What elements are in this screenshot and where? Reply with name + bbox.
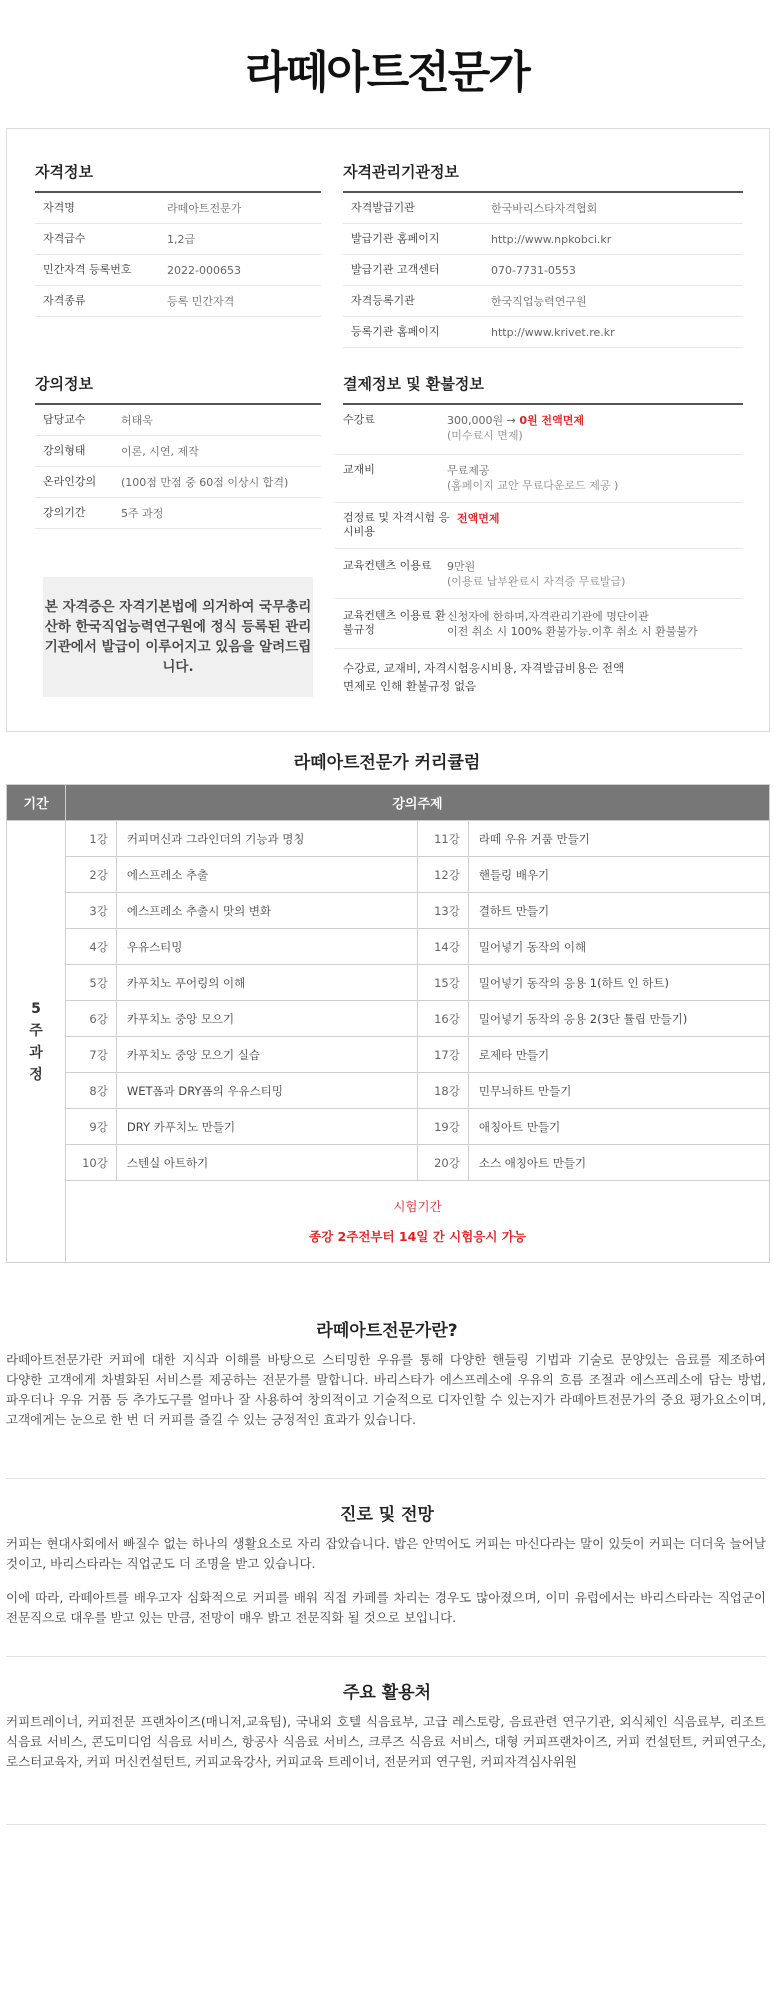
row-key: 강의기간 [43, 506, 86, 519]
exam-desc: 종강 2주전부터 14일 간 시험응시 가능 [309, 1228, 526, 1244]
exam-value [457, 511, 500, 526]
agency-title: 자격관리기관정보 [343, 161, 743, 193]
row-key: 검정료 및 자격시험 응시비용 [343, 511, 450, 539]
table-row [335, 455, 743, 503]
lecture-num: 2강 [66, 857, 117, 893]
table-row [35, 467, 321, 498]
lecture-topic: 밀어넣기 동작의 응용 2(3단 튤립 만들기) [468, 1001, 769, 1037]
table-row [335, 549, 743, 599]
material-note: (홈페이지 교안 무료다운로드 제공 ) [447, 479, 619, 493]
row-value: 1,2급 [167, 233, 196, 246]
lecture-num: 13강 [417, 893, 468, 929]
row-value: 070-7731-0553 [491, 264, 576, 277]
lecture-topic: 카푸치노 푸어링의 이해 [116, 965, 417, 1001]
material-value [447, 463, 618, 494]
material-main: 무료제공 [447, 464, 490, 477]
row-key: 등록기관 홈페이지 [351, 325, 440, 338]
row-key: 발급기관 고객센터 [351, 263, 440, 276]
content-value [447, 559, 625, 590]
lecture-num: 19강 [417, 1109, 468, 1145]
page-title: 라떼아트전문가 [245, 47, 529, 98]
table-row [35, 286, 321, 317]
lecture-num: 12강 [417, 857, 468, 893]
lecture-num: 15강 [417, 965, 468, 1001]
refund-footer-note: 수강료, 교재비, 자격시험응시비용, 자격발급비용은 전액면제로 인해 환불규정 없음 [343, 661, 625, 693]
career-text-2: 이에 따라, 라떼아트를 배우고자 심화적으로 커피를 배워 직접 카페를 차리는 경우도 많아졌으며, 이미 유럽에서는 바리스타라는 직업군이 전문직으로 대우를 받고 있는 만큼, 전망이 매우 밝고 전문직화 될 것으로 보입니다. [6, 1590, 766, 1625]
registry-homepage-link[interactable]: http://www.krivet.re.kr [491, 326, 615, 339]
table-row [35, 255, 321, 286]
lecture-topic: 소스 애칭아트 만들기 [468, 1145, 769, 1181]
qualification-table [35, 193, 321, 317]
lecture-num: 8강 [66, 1073, 117, 1109]
lecture-num: 6강 [66, 1001, 117, 1037]
table-row [35, 436, 321, 467]
row-key: 교육컨텐츠 이용료 [343, 559, 432, 572]
lecture-topic: 에스프레소 추출시 맛의 변화 [116, 893, 417, 929]
info-box [6, 128, 770, 732]
lecture-num: 4강 [66, 929, 117, 965]
lecture-num: 3강 [66, 893, 117, 929]
period-text: 5주 과정 [29, 1000, 43, 1083]
payment-table [335, 405, 743, 735]
notice-box: 본 자격증은 자격기본법에 의거하여 국무총리산하 한국직업능력연구원에 정식 등록된 관리기관에서 발급이 이루어지고 있음을 알려드립니다. [43, 577, 313, 697]
row-value: 허태욱 [121, 414, 153, 427]
lecture-num: 5강 [66, 965, 117, 1001]
content-note: (이용료 납부완료시 자격증 무료발급) [447, 575, 626, 589]
fee-discount: 0원 전액면제 [519, 414, 584, 427]
table-row [35, 224, 321, 255]
table-row [343, 255, 743, 286]
lecture-num: 1강 [66, 821, 117, 857]
row-key: 자격등록기관 [351, 294, 415, 307]
lecture-num: 9강 [66, 1109, 117, 1145]
table-row [343, 286, 743, 317]
fee-value [447, 413, 584, 444]
agency-table [343, 193, 743, 348]
refund-line-2: 이전 취소 시 100% 환불가능.이후 취소 시 환불불가 [447, 625, 698, 639]
table-row [7, 821, 770, 857]
table-row [335, 503, 743, 549]
about-text: 라떼아트전문가란 커피에 대한 지식과 이해를 바탕으로 스티밍한 우유를 통해 다양한 핸들링 기법과 기술로 문양있는 음료를 제조하여 다양한 고객에게 차별화된 서비스를 제공하는 전문가를 말합니다. 바리스타가 에스프레소에 우유의 흐름 조절과 에스프레소에 담는 방법, 파우더나 우유 거품 등 추가도구를 얼마나 잘 사용하여 창의적이고 기술적으로 디자인할 수 있는지가 라떼아트전문가의 중요 평가요소이며, 고객에게는 눈으로 한 번 더 커피를 즐길 수 있는 긍정적인 효과가 있습니다. [6, 1352, 766, 1427]
lecture-topic: 민무늬하트 만들기 [468, 1073, 769, 1109]
curriculum-table [6, 784, 770, 1263]
table-header-row [7, 785, 770, 821]
exam-fee-free: 전액면제 [457, 512, 500, 525]
table-row [343, 193, 743, 224]
table-row [35, 405, 321, 436]
table-row [7, 1145, 770, 1181]
lecture-num: 18강 [417, 1073, 468, 1109]
lecture-num: 10강 [66, 1145, 117, 1181]
table-row [7, 929, 770, 965]
lecture-topic: 밀어넣기 동작의 응용 1(하트 인 하트) [468, 965, 769, 1001]
row-value: 한국바리스타자격협회 [491, 202, 598, 215]
lecture-num: 11강 [417, 821, 468, 857]
table-row [35, 193, 321, 224]
lecture-topic: 결하트 만들기 [468, 893, 769, 929]
table-row [7, 857, 770, 893]
row-value: 5주 과정 [121, 507, 164, 520]
lecture-topic: DRY 카푸치노 만들기 [116, 1109, 417, 1145]
lecture-topic: 커피머신과 그라인더의 기능과 명칭 [116, 821, 417, 857]
lecture-num: 7강 [66, 1037, 117, 1073]
lecture-topic: WET폼과 DRY폼의 우유스티밍 [116, 1073, 417, 1109]
period-cell [7, 821, 66, 1263]
refund-line-1: 신청자에 한하며,자격관리기관에 명단이관 [447, 610, 649, 623]
exam-cell [66, 1181, 770, 1263]
lecture-topic: 에스프레소 추출 [116, 857, 417, 893]
lecture-topic: 라떼 우유 거품 만들기 [468, 821, 769, 857]
row-value: 등록 민간자격 [167, 295, 235, 308]
col-subject: 강의주제 [66, 785, 770, 821]
table-row [35, 498, 321, 529]
row-key: 교육컨텐츠 이용료 환불규정 [343, 609, 446, 637]
lecture-table [35, 405, 321, 529]
row-key: 자격명 [43, 201, 75, 214]
usage-title: 주요 활용처 [342, 1683, 432, 1703]
lecture-topic: 카푸치노 중앙 모으기 [116, 1001, 417, 1037]
table-row [7, 1001, 770, 1037]
lecture-num: 14강 [417, 929, 468, 965]
table-row [343, 317, 743, 348]
row-key: 자격발급기관 [351, 201, 415, 214]
agency-homepage-link[interactable]: http://www.npkobci.kr [491, 233, 612, 246]
lecture-num: 16강 [417, 1001, 468, 1037]
row-key: 민간자격 등록번호 [43, 263, 132, 276]
fee-original: 300,000원 → [447, 414, 516, 427]
table-row [335, 599, 743, 649]
row-value: (100점 만점 중 60점 이상시 합격) [121, 476, 289, 489]
divider [6, 1824, 766, 1825]
table-row [7, 965, 770, 1001]
lecture-title: 강의정보 [35, 373, 321, 405]
about-title: 라떼아트전문가란? [316, 1321, 458, 1341]
col-period: 기간 [7, 785, 66, 821]
lecture-topic: 핸들링 배우기 [468, 857, 769, 893]
payment-title: 결제정보 및 환불정보 [343, 373, 743, 405]
career-text-1: 커피는 현대사회에서 빠질수 없는 하나의 생활요소로 자리 잡았습니다. 밥은 안먹어도 커피는 마신다라는 말이 있듯이 커피는 더더욱 늘어날 것이고, 바리스타라는 직업군도 더 조명을 받고 있습니다. [6, 1536, 766, 1571]
row-value: 2022-000653 [167, 264, 241, 277]
fee-note: (미수료시 면제) [447, 429, 523, 443]
divider [6, 1656, 766, 1657]
qualification-title: 자격정보 [35, 161, 321, 193]
table-row [335, 405, 743, 455]
table-row [7, 893, 770, 929]
table-row [7, 1109, 770, 1145]
content-main: 9만원 [447, 560, 476, 573]
exam-title: 시험기간 [393, 1198, 442, 1214]
lecture-num: 17강 [417, 1037, 468, 1073]
curriculum-title: 라떼아트전문가 커리큘럼 [293, 753, 481, 773]
lecture-topic: 우유스티밍 [116, 929, 417, 965]
row-key: 자격급수 [43, 232, 86, 245]
career-title: 진로 및 전망 [340, 1505, 434, 1525]
row-key: 담당교수 [43, 413, 86, 426]
lecture-num: 20강 [417, 1145, 468, 1181]
row-value: 한국직업능력연구원 [491, 295, 587, 308]
lecture-topic: 로제타 만들기 [468, 1037, 769, 1073]
row-key: 발급기관 홈페이지 [351, 232, 440, 245]
row-key: 자격종류 [43, 294, 86, 307]
row-key: 수강료 [343, 413, 375, 426]
lecture-topic: 밀어넣기 동작의 이해 [468, 929, 769, 965]
lecture-topic: 스텐실 아트하기 [116, 1145, 417, 1181]
refund-value [447, 609, 698, 640]
row-key: 강의형태 [43, 444, 86, 457]
lecture-topic: 카푸치노 중앙 모으기 실습 [116, 1037, 417, 1073]
row-key: 온라인강의 [43, 475, 97, 488]
usage-text: 커피트레이너, 커피전문 프랜차이즈(매니저,교육팀), 국내외 호텔 식음료부, 고급 레스토랑, 음료관련 연구기관, 외식체인 식음료부, 리조트 식음료 서비스, 콘도미디엄 식음료 서비스, 항공사 식음료 서비스, 크루즈 식음료 서비스, 대형 커피프랜차이즈, 커피 컨설턴트, 커피연구소, 로스터교육자, 커피 머신컨설턴트, 커피교육강사, 커피교육 트레이너, 전문커피 연구원, 커피자격심사위원 [6, 1714, 766, 1769]
lecture-topic: 애칭아트 만들기 [468, 1109, 769, 1145]
divider [6, 1478, 766, 1479]
row-value: 이론, 시연, 제작 [121, 445, 199, 458]
exam-row [7, 1181, 770, 1263]
table-row [7, 1037, 770, 1073]
row-key: 교재비 [343, 463, 375, 476]
row-value: 라떼아트전문가 [167, 202, 242, 215]
table-row [7, 1073, 770, 1109]
table-row [343, 224, 743, 255]
